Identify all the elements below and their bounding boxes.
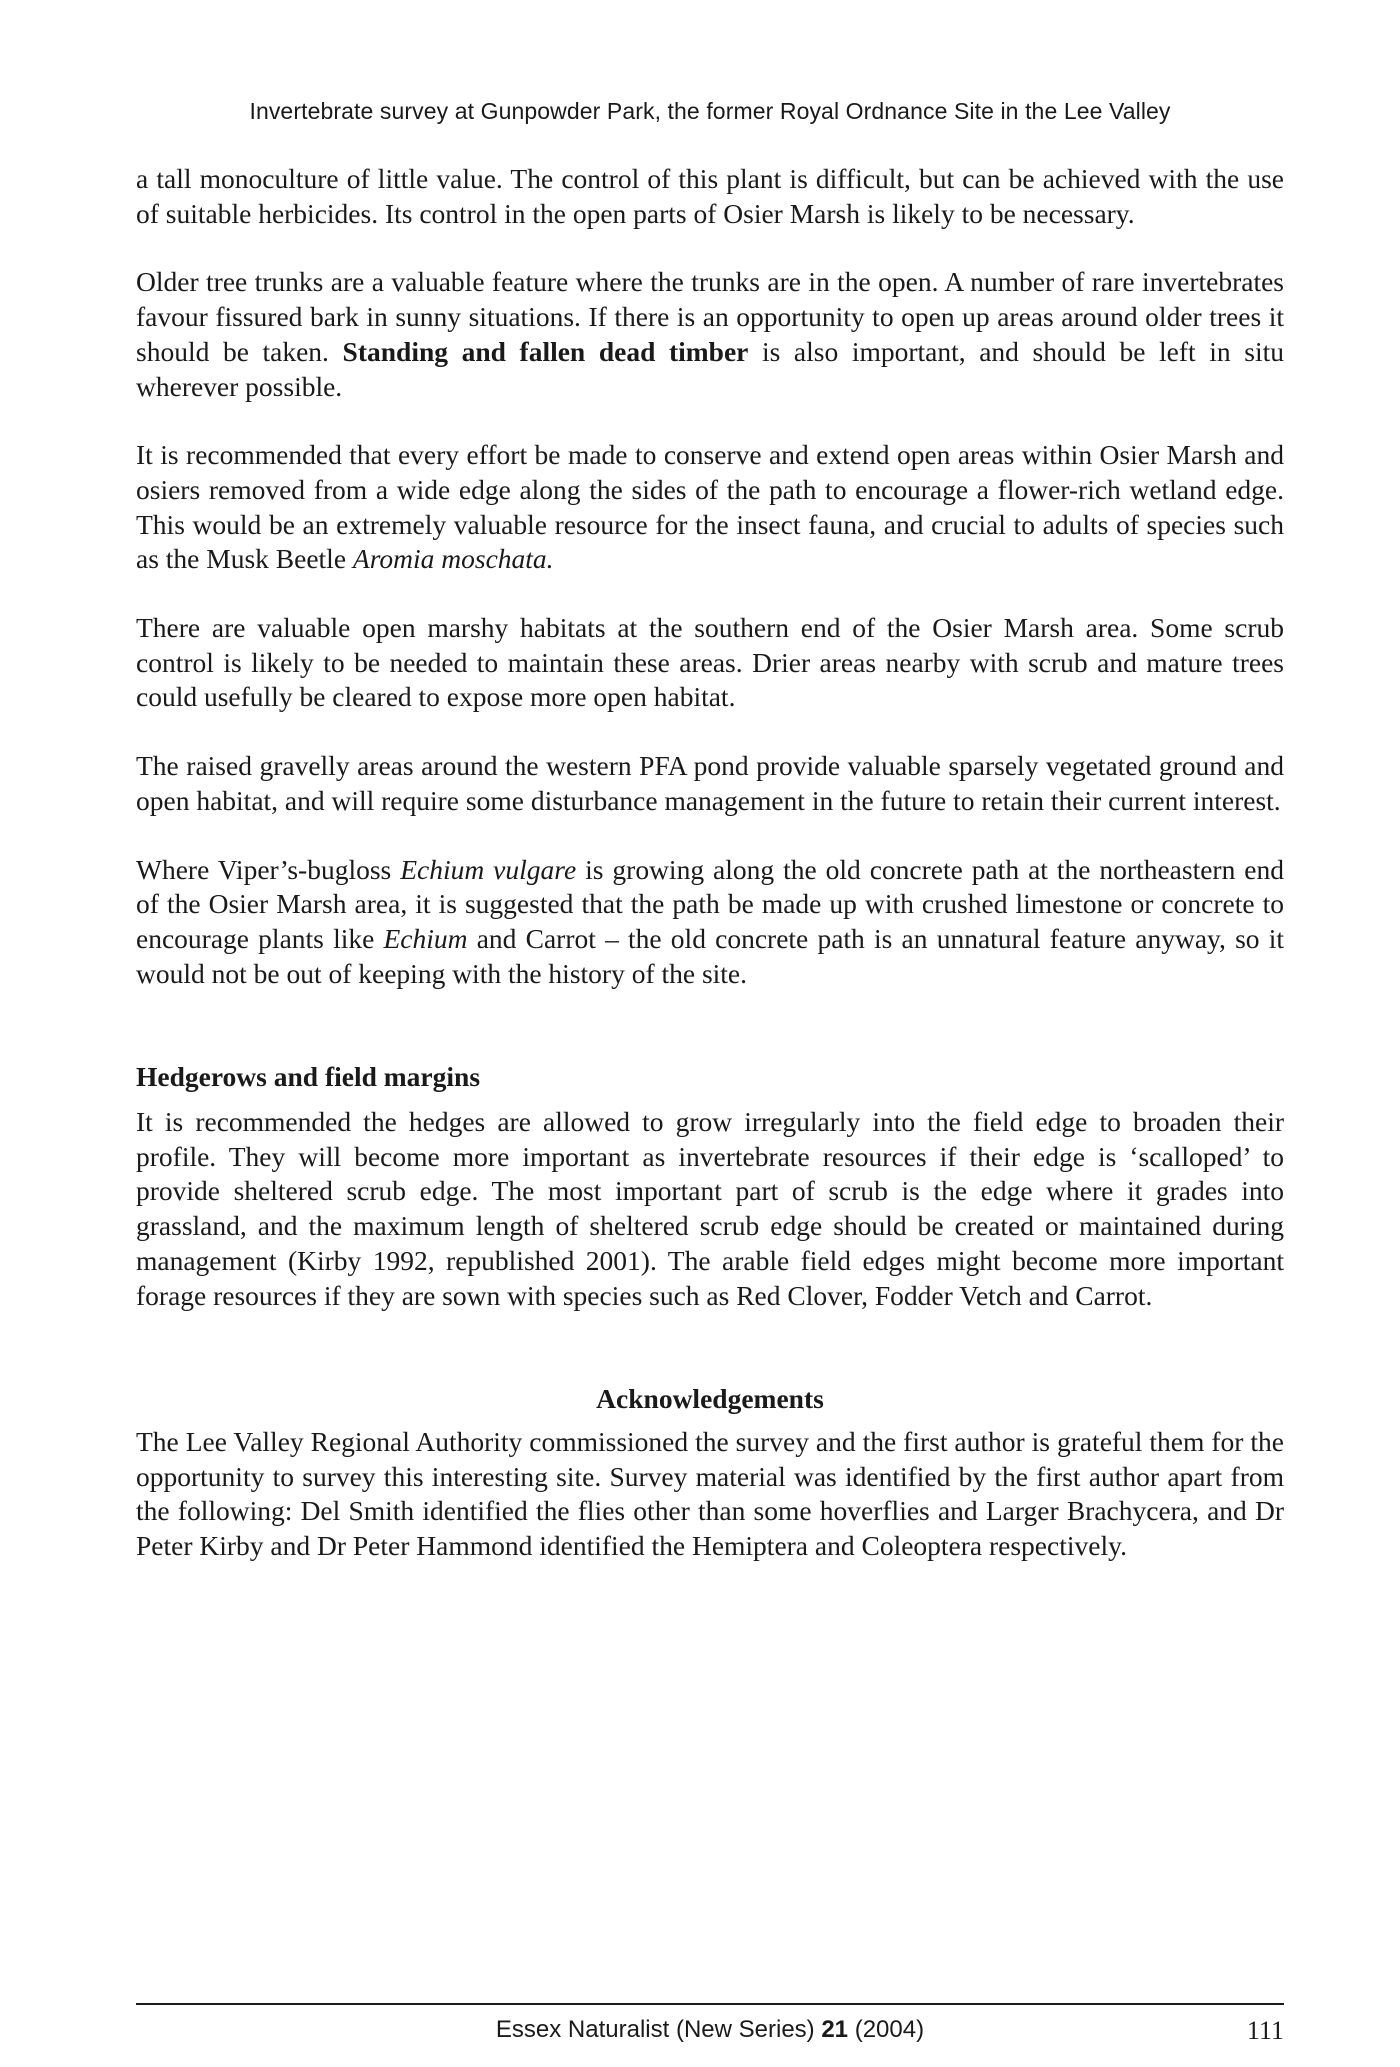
journal-volume: 21 xyxy=(821,2016,849,2043)
journal-name: Essex Naturalist (New Series) xyxy=(495,2016,822,2043)
footer-rule xyxy=(136,2003,1284,2005)
body-text xyxy=(136,162,1284,1598)
paragraph-acknowledgements: The Lee Valley Regional Authority commissioned the survey and the first author is grateful them for the opportunity to survey this interesting site. Survey material was identified by the first author apart from the following: Del Smith identified the flies other than some hoverflies and Larger Brachycera, and Dr Peter Kirby and Dr Peter Hammond identified the Hemiptera and Coleoptera respectively. xyxy=(136,1425,1284,1562)
journal-year: (2004) xyxy=(848,2016,925,2043)
paragraph-open-areas-osier-marsh xyxy=(136,438,1284,577)
paragraph-vipers-bugloss xyxy=(136,853,1284,992)
paragraph-text: and Carrot – the old concrete path is an unnatural feature anyway, so it would not be out of keeping with the history of the site. xyxy=(136,922,1284,989)
bold-phrase-dead-timber: Standing and fallen dead timber xyxy=(342,335,749,367)
document-page xyxy=(136,0,1284,2067)
running-head: Invertebrate survey at Gunpowder Park, the former Royal Ordnance Site in the Lee Valley xyxy=(249,98,1171,124)
paragraph-herbicide-control: a tall monoculture of little value. The control of this plant is difficult, but can be achieved with the use of suitable herbicides. Its control in the open parts of Osier Marsh is likely to be necessary. xyxy=(136,163,1284,229)
section-heading-hedgerows: Hedgerows and field margins xyxy=(136,1061,481,1093)
paragraph-text: is also important, and should be left in situ wherever possible. xyxy=(136,335,1284,402)
paragraph-gravelly-areas: The raised gravelly areas around the western PFA pond provide valuable sparsely vegetated ground and open habitat, and will require some disturbance management in the future to retain their current interest. xyxy=(136,750,1284,816)
species-name-aromia: Aromia moschata. xyxy=(352,543,554,575)
paragraph-text: is growing along the old concrete path at the northeastern end of the Osier Marsh area, it is suggested that the path be made up with crushed limestone or concrete to encourage plants like xyxy=(136,853,1284,954)
page-number: 111 xyxy=(1246,2016,1284,2045)
paragraph-marshy-habitats: There are valuable open marshy habitats at the southern end of the Osier Marsh area. Some scrub control is likely to be needed to maintain these areas. Drier areas nearby with scrub and mature trees could usefully be cleared to expose more open habitat. xyxy=(136,612,1284,713)
paragraph-text: It is recommended that every effort be made to conserve and extend open areas within Osier Marsh and osiers removed from a wide edge along the sides of the path to encourage a flower-rich wetland edge. This would be an extremely valuable resource for the insect fauna, and crucial to adults of species such as the Musk Beetle xyxy=(136,439,1284,575)
species-name-echium-vulgare: Echium vulgare xyxy=(400,853,577,885)
page-footer xyxy=(136,2016,1284,2050)
paragraph-text: Where Viper’s-bugloss xyxy=(136,853,401,885)
species-name-echium: Echium xyxy=(383,922,468,954)
paragraph-older-tree-trunks xyxy=(136,265,1284,404)
journal-citation xyxy=(136,2016,1284,2044)
paragraph-text: Older tree trunks are a valuable feature where the trunks are in the open. A number of rare invertebrates favour fissured bark in sunny situations. If there is an opportunity to open up areas around older trees it should be taken. xyxy=(136,266,1284,367)
section-heading-acknowledgements: Acknowledgements xyxy=(596,1383,824,1415)
paragraph-hedgerows: It is recommended the hedges are allowed to grow irregularly into the field edge to broaden their profile. They will become more important as invertebrate resources if their edge is ‘scalloped’ to provide sheltered scrub edge. The most important part of scrub is the edge where it grades into grassland, and the maximum length of sheltered scrub edge should be created or maintained during management (Kirby 1992, republished 2001). The arable field edges might become more important forage resources if they are sown with species such as Red Clover, Fodder Vetch and Carrot. xyxy=(136,1106,1284,1311)
